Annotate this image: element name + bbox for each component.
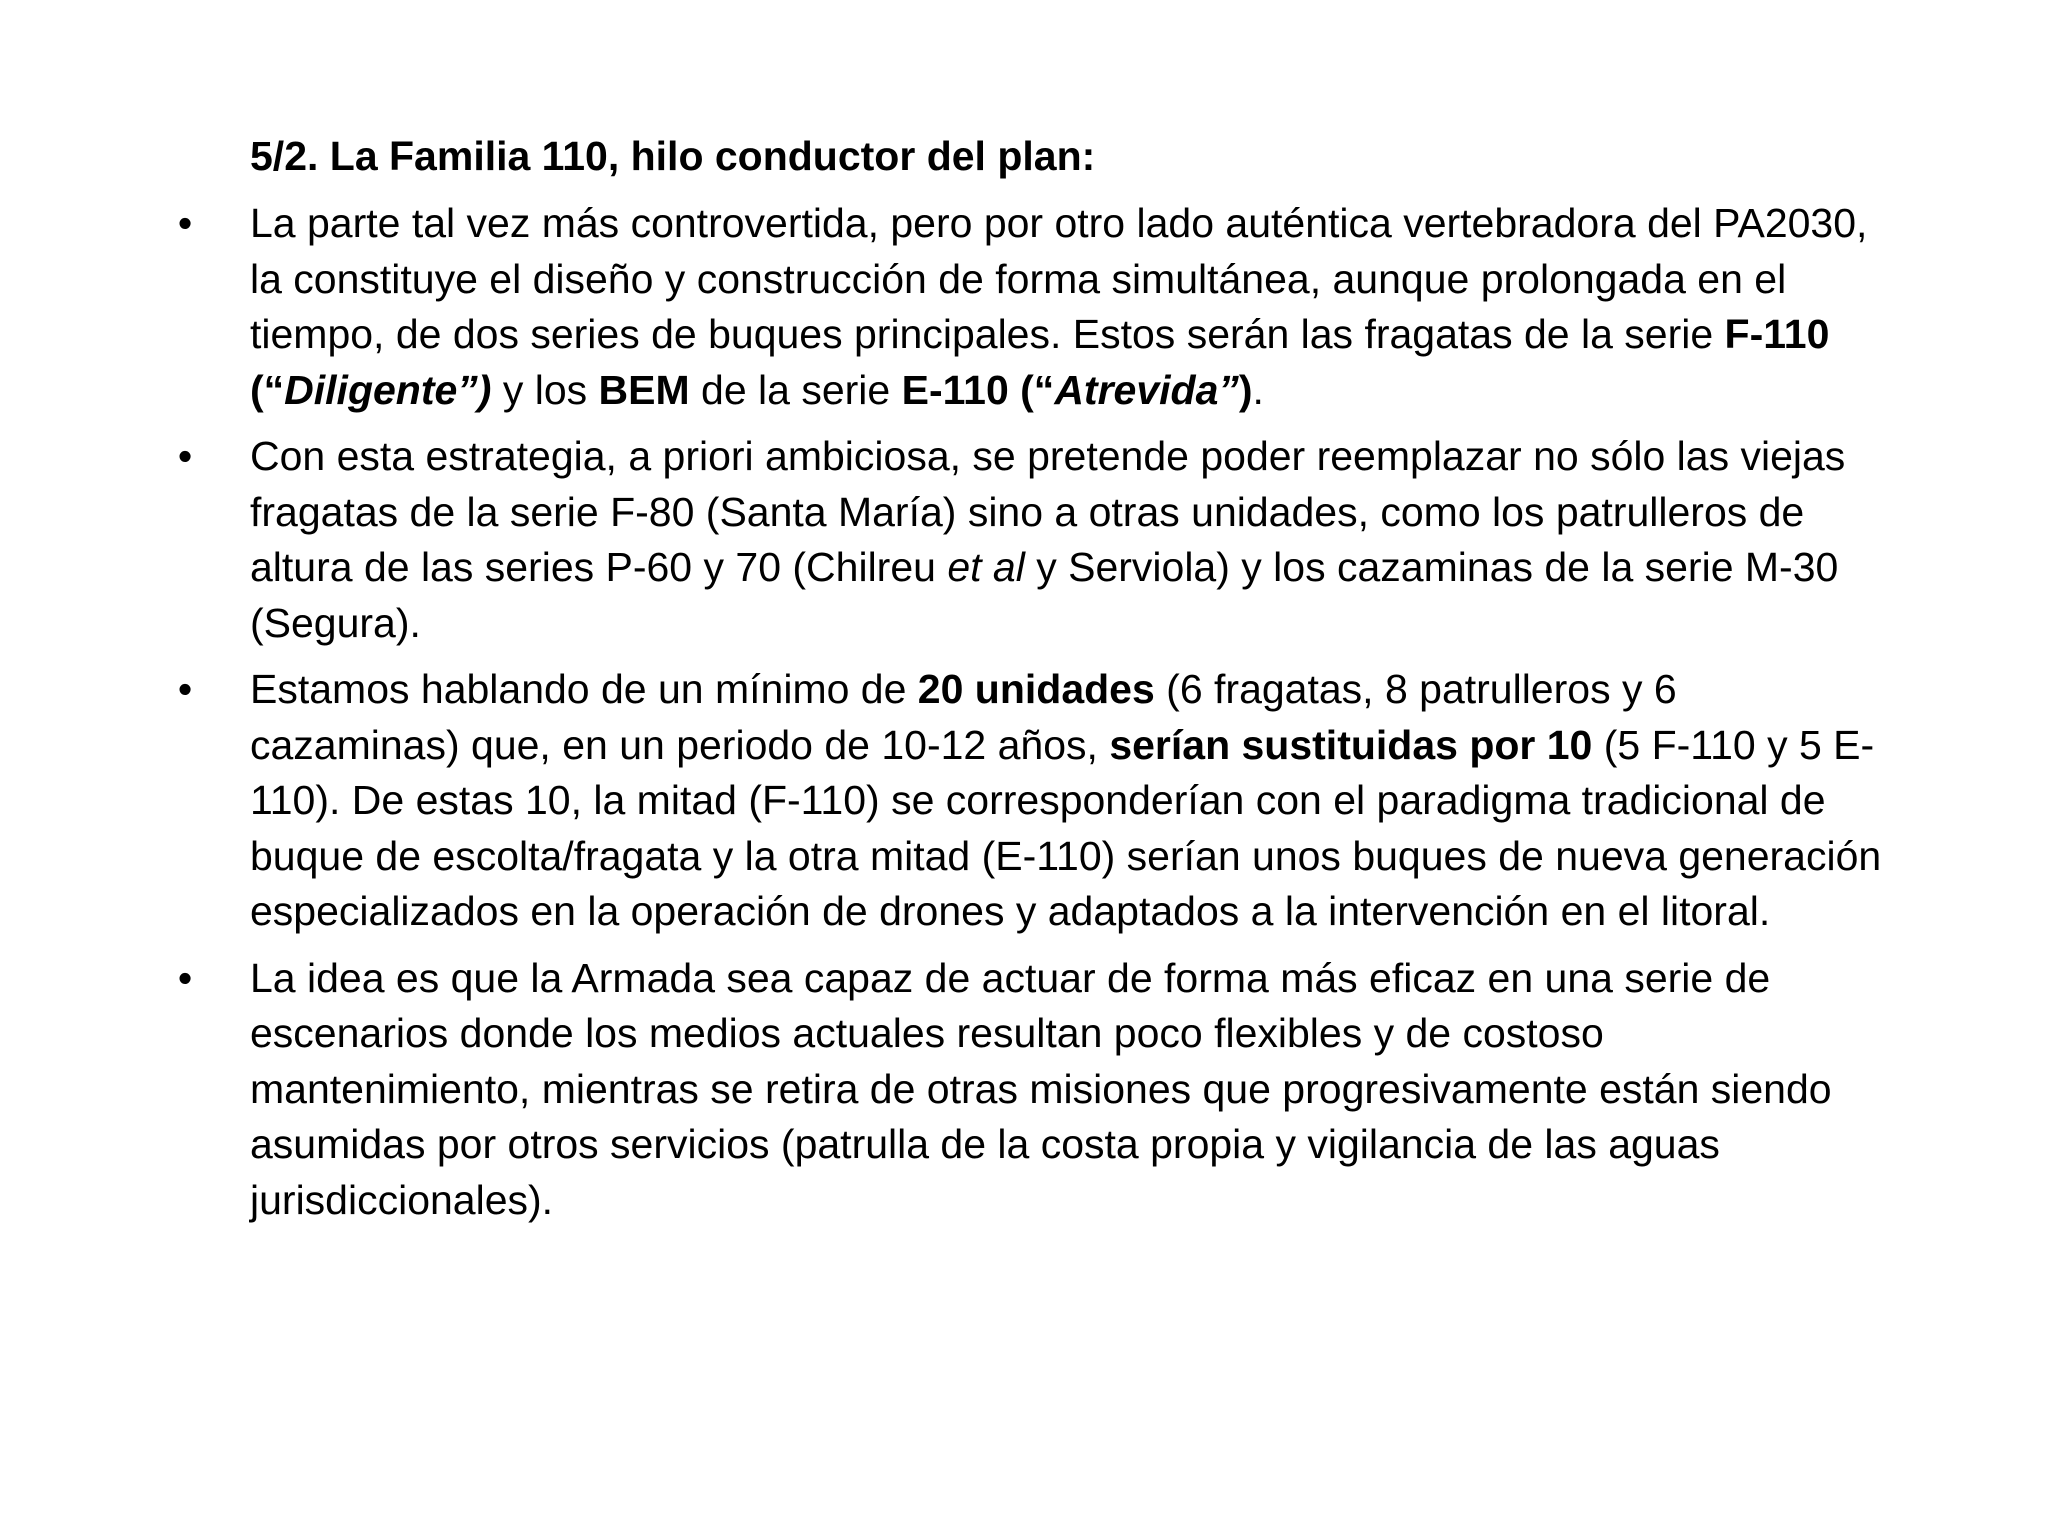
bullet-marker: •: [177, 954, 193, 1001]
bullet-marker: •: [177, 666, 193, 712]
bullet-text: y los: [491, 366, 599, 413]
bullet-item-armada: [177, 951, 1890, 1229]
bullet-text: (5 F-110 y 5 E-110). De estas 10, la mitad (F-110) se corresponderían con el paradigma tradicional de buque de escolta/fragata y la otra mitad (E-110) serían unos buques de nueva generación especializados en la operación de drones y adaptados a la intervención en el litoral.: [250, 721, 1882, 934]
bullet-marker: •: [177, 433, 193, 479]
bullet-text: Estamos hablando de un mínimo de: [250, 666, 918, 712]
bullet-text-bold: serían sustituidas por 10: [1109, 721, 1593, 768]
bullet-text-italic: et al: [947, 544, 1025, 590]
bullet-text-bold-italic: Diligente”): [284, 366, 492, 413]
bullet-text: Con esta estrategia, a priori ambiciosa, se pretende poder reemplazar no sólo las viejas fragatas de la serie F-80 (Santa María) sino a otras unidades, como los patrulleros de altura de las series P-60 y 70 (Chilreu: [250, 433, 1846, 590]
bullet-item-familia-110: [177, 196, 1890, 418]
bullet-item-estrategia: [177, 429, 1890, 651]
bullet-text: (6 fragatas, 8 patrulleros y 6 cazaminas) que, en un periodo de 10-12 años,: [250, 666, 1677, 768]
section-heading: 5/2. La Familia 110, hilo conductor del plan:: [250, 133, 1096, 179]
bullet-item-unidades: [177, 662, 1890, 940]
bullet-text-bold-italic: Atrevida”: [1054, 366, 1239, 413]
bullet-text-bold: BEM: [598, 366, 690, 413]
bullet-text-bold: 20 unidades: [917, 666, 1155, 712]
bullet-text-bold: ): [1238, 366, 1253, 413]
bullet-text-bold: F-110 (“: [250, 311, 1830, 413]
bullet-text: de la serie: [689, 366, 902, 413]
bullet-text: .: [1252, 366, 1264, 413]
bullet-list: [177, 196, 1890, 1239]
bullet-text-bold: E-110 (“: [901, 366, 1055, 413]
bullet-text: La parte tal vez más controvertida, pero por otro lado auténtica vertebradora del PA2030, la constituye el diseño y construcción de forma simultánea, aunque prolongada en el tiempo, de dos series de buques principales. Estos serán las fragatas de la serie: [250, 200, 1868, 357]
bullet-marker: •: [177, 200, 193, 246]
bullet-text: y Serviola) y los cazaminas de la serie M-30 (Segura).: [250, 544, 1839, 646]
bullet-text: La idea es que la Armada sea capaz de actuar de forma más eficaz en una serie de escenarios donde los medios actuales resultan poco flexibles y de costoso mantenimiento, mientras se retira de otras misiones que progresivamente están siendo asumidas por otros servicios (patrulla de la costa propia y vigilancia de las aguas jurisdiccionales).: [250, 954, 1832, 1223]
